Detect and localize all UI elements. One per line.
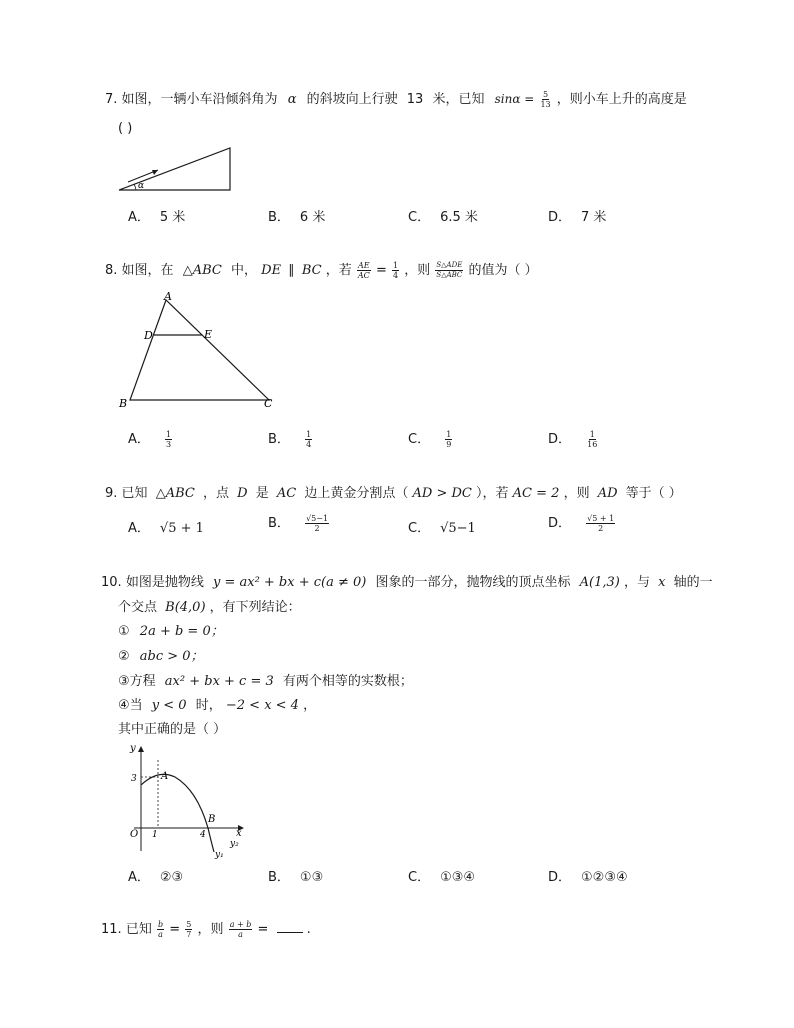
y-axis-label: y [130, 743, 136, 754]
fraction: $\frac{a + b}{a}$ [229, 920, 252, 939]
q7-number: 7. [105, 92, 118, 107]
q10-option-c[interactable]: C． ①③④ [408, 870, 476, 885]
q7-option-a[interactable]: A． 5 米 [128, 210, 186, 225]
slope-triangle [119, 148, 230, 190]
q10-conclusion-2: ② abc > 0； [118, 649, 204, 664]
q9-number: 9. [105, 486, 118, 501]
q10-conclusion-1: ① 2a + b = 0； [118, 624, 224, 639]
q10-parabola-figure [112, 738, 252, 860]
triangle-abc [130, 300, 269, 400]
fraction: $\frac{5}{13}$ [540, 90, 551, 109]
q9-stem: 9. 已知 △ABC ，点 D 是 AC 边上黄金分割点（ AD > DC ），若 AC = 2 ，则 AD 等于（ ） [105, 486, 682, 501]
point-c-label: C [264, 397, 273, 410]
q8-option-d[interactable]: D． $\frac{1}{16}$ [548, 430, 598, 449]
q8-number: 8. [105, 263, 118, 278]
point-b-label: B [119, 397, 128, 410]
angle-alpha-label: α [138, 181, 145, 191]
alpha-symbol: α [287, 92, 297, 107]
curve-y2-label: y₂ [230, 839, 239, 849]
q10-conclusion-3: ③方程 ax² + bx + c = 3 有两个相等的实数根； [118, 674, 413, 689]
q9-option-d[interactable]: D． $\frac{√5 + 1}{2}$ [548, 514, 615, 533]
vertex-a-label: A [161, 771, 169, 782]
q10-option-d[interactable]: D． ①②③④ [548, 870, 628, 885]
y-axis-arrow [138, 746, 144, 752]
q10-option-a[interactable]: A． ②③ [128, 870, 184, 885]
parabola-y1 [141, 774, 214, 852]
answer-blank[interactable] [277, 932, 303, 933]
q7-option-c[interactable]: C． 6.5 米 [408, 210, 478, 225]
fraction: $\frac{5}{7}$ [186, 920, 192, 939]
q11-number: 11. [101, 922, 122, 937]
q8-option-a[interactable]: A． $\frac{1}{3}$ [128, 430, 172, 449]
fraction: $\frac{b}{a}$ [157, 920, 164, 939]
q9-option-b[interactable]: B． $\frac{√5-1}{2}$ [268, 514, 329, 533]
q10-option-b[interactable]: B． ①③ [268, 870, 324, 885]
fraction: $\frac{AE}{AC}$ [357, 261, 370, 280]
q9-option-a[interactable]: A． √5 + 1 [128, 521, 204, 536]
tick-three-label: 3 [131, 774, 137, 784]
point-d-label: D [144, 329, 153, 342]
curve-y1-label: y₁ [215, 850, 224, 860]
x-axis-label: x [236, 828, 242, 839]
fraction: $\frac{1}{4}$ [392, 261, 399, 280]
fraction: $\frac{\text{S△ADE}}{\text{S△ABC}}$ [436, 261, 463, 279]
q8-triangle-figure [115, 290, 280, 412]
angle-arc [134, 184, 136, 190]
q10-number: 10. [101, 575, 122, 590]
q7-option-b[interactable]: B． 6 米 [268, 210, 326, 225]
q11-stem: 11. 已知 $\frac{b}{a}$ = $\frac{5}{7}$ ，则 $\frac{a + b}{a}$ = . [101, 920, 311, 939]
point-b-label: B [208, 814, 216, 825]
tick-four-label: 4 [200, 830, 206, 840]
q7-slope-figure [112, 145, 237, 195]
q7-stem: 7. 如图，一辆小车沿倾斜角为 α 的斜坡向上行驶 13 米，已知 sinα = $\frac{5}{13}$ ，则小车上升的高度是 [105, 90, 687, 109]
q10-conclusion-4: ④当 y < 0 时， −2 < x < 4 ， [118, 698, 317, 713]
origin-label: O [130, 829, 139, 840]
q8-option-b[interactable]: B． $\frac{1}{4}$ [268, 430, 312, 449]
q7-option-d[interactable]: D． 7 米 [548, 210, 607, 225]
q8-option-c[interactable]: C． $\frac{1}{9}$ [408, 430, 452, 449]
q10-stem-line2: 个交点 B(4,0) ，有下列结论： [118, 600, 301, 615]
tick-one-label: 1 [152, 830, 158, 840]
q10-closing: 其中正确的是（ ） [118, 722, 227, 737]
q7-answer-paren: ( ) [118, 121, 133, 136]
point-a-label: A [164, 290, 172, 303]
q10-stem-line1: 10. 如图是抛物线 y = ax² + bx + c(a ≠ 0) 图象的一部分，抛物线的顶点坐标 A(1,3) ，与 x 轴的一 [101, 575, 713, 590]
point-e-label: E [204, 328, 213, 341]
q9-option-c[interactable]: C． √5−1 [408, 521, 476, 536]
q8-stem: 8. 如图，在 △ABC 中， DE ∥ BC ，若 $\frac{AE}{AC}$ = $\frac{1}{4}$ ，则 $\frac{\text{S△ADE}}{\text{S△ABC}}$ 的值为（ ） [105, 261, 538, 280]
